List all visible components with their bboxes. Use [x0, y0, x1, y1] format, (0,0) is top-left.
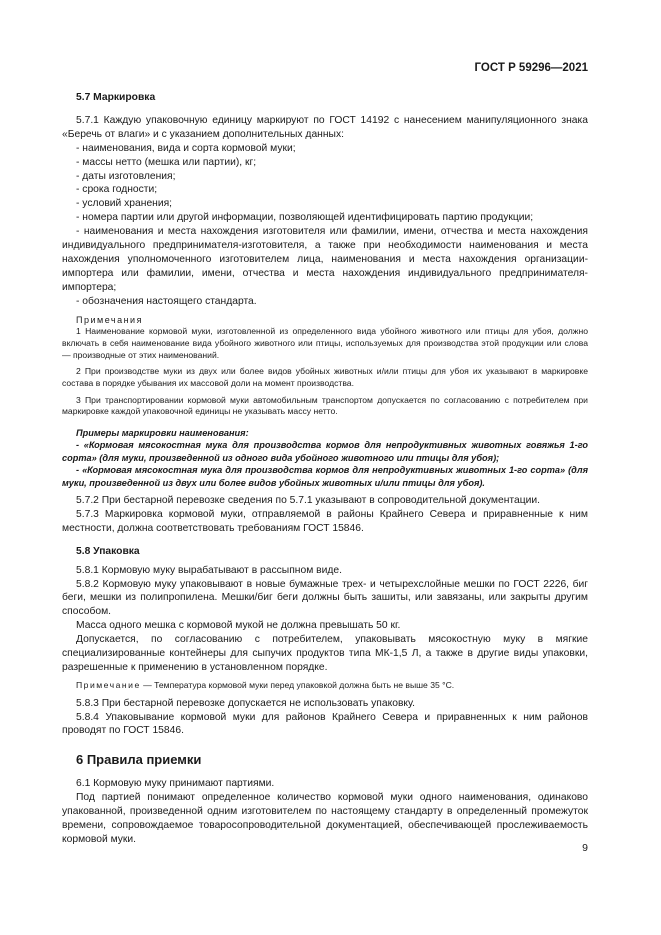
- list-item: - обозначения настоящего стандарта.: [76, 295, 257, 307]
- page-content: [62, 91, 588, 847]
- paragraph-mass: Масса одного мешка с кормовой мукой не должна превышать 50 кг.: [76, 620, 401, 632]
- note-item: 3 При транспортировании кормовой муки автомобильным транспортом допускается по согласованию с потребителем при маркировке каждой упаковочной единицы не указывать массу нетто.: [62, 394, 588, 417]
- paragraph-5-8-2: 5.8.2 Кормовую муку упаковывают в новые бумажные трех- и четырехслойные мешки по ГОСТ 2226, биг беги, мешки из полипропилена. Мешки/биг беги должны быть зашиты, или завязаны, или закрыты другим способом.: [62, 578, 588, 618]
- section-title-6: 6 Правила приемки: [76, 752, 202, 768]
- paragraph-allowed: Допускается, по согласованию с потребителем, упаковывать мясокостную муку в мягкие специализированные контейнеры для сыпучих продуктов типа МК-1,5 Л, а также в другие виды упаковки, разрешенные к применению в установленном порядке.: [62, 634, 588, 674]
- list-item: - даты изготовления;: [76, 170, 176, 182]
- list-item: - массы нетто (мешка или партии), кг;: [76, 156, 257, 168]
- list-item: - номера партии или другой информации, позволяющей идентифицировать партию продукции;: [76, 212, 534, 224]
- example-item: - «Кормовая мясокостная мука для производства кормов для непродуктивных животных 1-го сорта» (для муки, произведенной из двух или более видов убойных животных и/или птицы для убоя).: [62, 465, 588, 488]
- paragraph-6-1: 6.1 Кормовую муку принимают партиями.: [76, 778, 275, 790]
- list-item: - наименования и места нахождения изготовителя или фамилии, имени, отчества и места нахождения индивидуального предпринимателя-изготовителя, а также при необходимости наименования и места нахождения уполномоченного изготовителем лица, наименования и места нахождения организации-импортера или фамилии, имени, отчества и места нахождения индивидуального предпринимателя-импортера;: [62, 226, 588, 293]
- note-item: 2 При производстве муки из двух или более видов убойных животных и/или птицы для убоя их указывают в маркировке состава в порядке убывания их массовой доли на момент производства.: [62, 366, 588, 388]
- note-item: 1 Наименование кормовой муки, изготовленной из определенного вида убойного животного или птицы для убоя, должно включать в себя наименование вида убойного животного или птицы, используемых для производства этой продукции или слова — производные от этих наименований.: [62, 326, 588, 360]
- page-number: 9: [582, 842, 588, 854]
- notes-title: Примечания: [76, 314, 143, 325]
- paragraph-5-8-4: 5.8.4 Упаковывание кормовой муки для районов Крайнего Севера и приравненных к ним районов проводят по ГОСТ 15846.: [62, 711, 588, 737]
- list-item: - срока годности;: [76, 184, 158, 196]
- paragraph-5-7-2: 5.7.2 При бестарной перевозке сведения по 5.7.1 указывают в сопроводительной документации.: [76, 495, 541, 507]
- list-item: - наименования, вида и сорта кормовой муки;: [76, 142, 296, 154]
- standard-header: ГОСТ Р 59296—2021: [474, 62, 588, 74]
- paragraph-5-8-1: 5.8.1 Кормовую муку вырабатывают в рассыпном виде.: [76, 564, 342, 576]
- note-text: — Температура кормовой муки перед упаковкой должна быть не выше 35 °С.: [140, 679, 455, 690]
- examples-title: Примеры маркировки наименования:: [76, 428, 249, 439]
- paragraph-5-7-1: 5.7.1 Каждую упаковочную единицу маркируют по ГОСТ 14192 с нанесением манипуляционного знака «Беречь от влаги» и с указанием дополнительных данных:: [62, 114, 588, 140]
- list-item: - условий хранения;: [76, 198, 173, 210]
- paragraph-batch: Под партией понимают определенное количество кормовой муки одного наименования, одинаково упакованной, произведенной одним изготовителем по настоящему стандарту в определенный промежуток времени, сопровождаемое товаросопроводительной документацией, обеспечивающей прослеживаемость кормовой муки.: [62, 792, 588, 845]
- example-item: - «Кормовая мясокостная мука для производства кормов для непродуктивных животных говяжья 1-го сорта» (для муки, произведенной из одного вида убойного животного или птицы для убоя);: [62, 440, 588, 463]
- section-title-5-8: 5.8 Упаковка: [76, 545, 140, 557]
- section-title-5-7: 5.7 Маркировка: [76, 92, 156, 103]
- paragraph-5-8-3: 5.8.3 При бестарной перевозке допускается не использовать упаковку.: [76, 697, 416, 709]
- packing-note: [62, 680, 588, 692]
- note-label: Примечание: [76, 679, 141, 690]
- paragraph-5-7-3: 5.7.3 Маркировка кормовой муки, отправляемой в районы Крайнего Севера и приравненные к ним местности, должна соответствовать требованиям ГОСТ 15846.: [62, 508, 588, 534]
